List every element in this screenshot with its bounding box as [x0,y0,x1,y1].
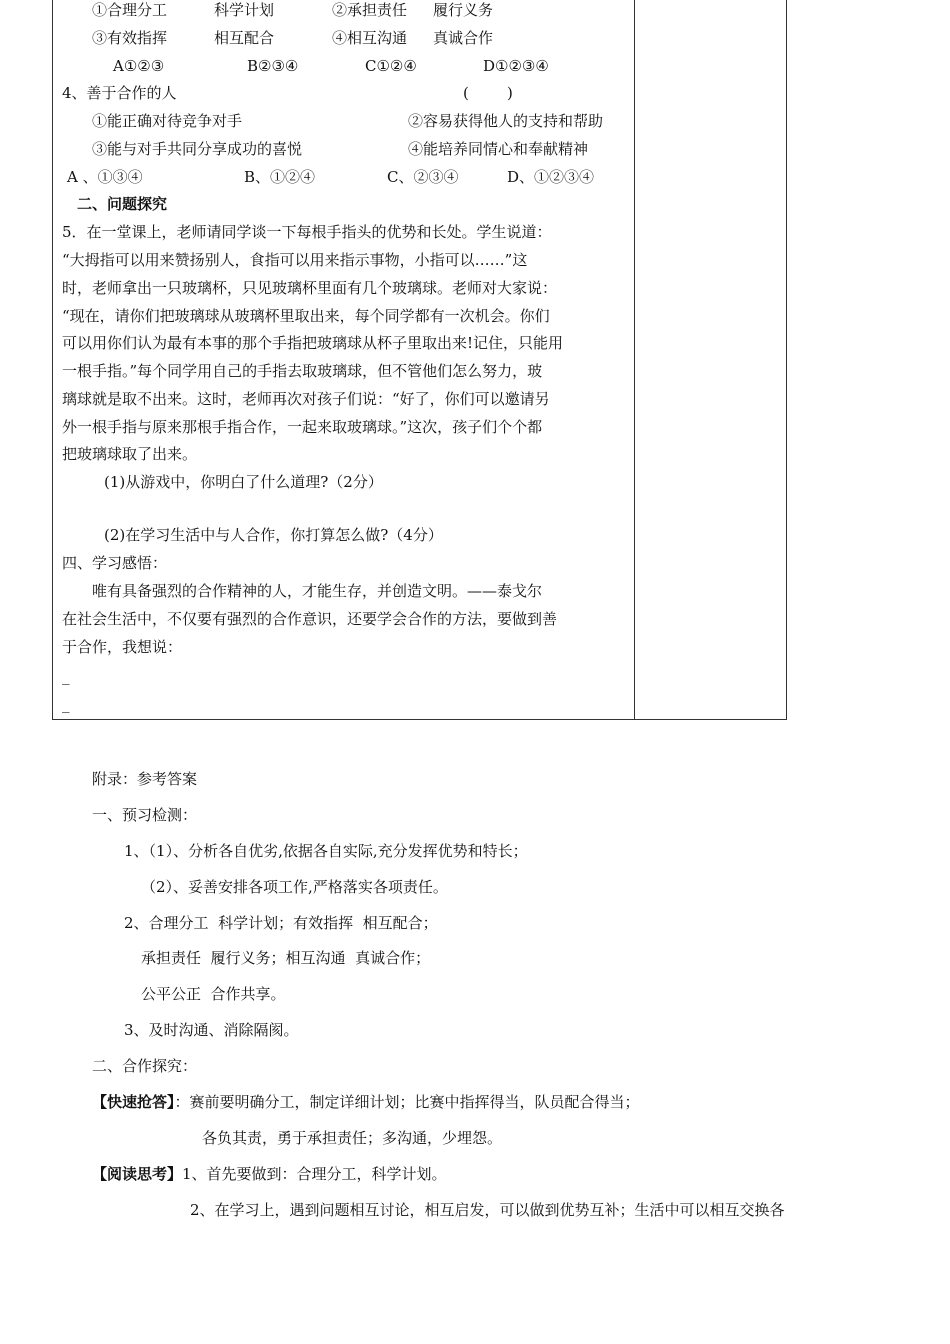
q4-option-3: ③能与对手共同分享成功的喜悦 [92,140,303,158]
reflection-line: 于合作，我想说： [62,638,183,656]
reading-think-text: 1、首先要做到：合理分工，科学计划。 [182,1165,447,1183]
q3-option-2: ②承担责任 [332,1,408,19]
q5-sub-question-2: (2)在学习生活中与人合作，你打算怎么做?（4分） [104,526,443,544]
q5-line: “大拇指可以用来赞扬别人，食指可以用来指示事物，小指可以……”这 [62,251,528,269]
section-4-title: 四、学习感悟： [62,554,168,572]
q4-choice-c: C、②③④ [387,168,459,186]
reading-think-label: 【阅读思考】 [92,1165,183,1183]
q5-line: “现在，请你们把玻璃球从玻璃杯里取出来，每个同学都有一次机会。你们 [62,307,550,325]
reflection-line: 在社会生活中，不仅要有强烈的合作意识，还要学会合作的方法，要做到善 [62,610,558,628]
appendix-title: 附录：参考答案 [92,770,198,788]
quick-answer-label: 【快速抢答】 [92,1093,175,1111]
q3-choice-d: D①②③④ [483,57,549,75]
q4-choice-a: A 、①③④ [67,168,143,186]
q4-option-1: ①能正确对待竞争对手 [92,112,243,130]
q5-line: 外一根手指与原来那根手指合作，一起来取玻璃球。”这次，孩子们个个都 [62,418,543,436]
q5-line: 可以用你们认为最有本事的那个手指把玻璃球从杯子里取出来!记住，只能用 [62,334,564,352]
q3-option-4b: 真诚合作 [433,29,494,47]
q3-option-4: ④相互沟通 [332,29,408,47]
answer-blank: _ [62,695,70,713]
q3-option-3: ③有效指挥 [92,29,168,47]
q4-stem: 4、善于合作的人 [62,84,177,102]
q5-line: 璃球就是取不出来。这时，老师再次对孩子们说：“好了，你们可以邀请另 [62,390,550,408]
answer-2-2: 承担责任 履行义务；相互沟通 真诚合作； [141,949,431,967]
q5-line: 5．在一堂课上，老师请同学谈一下每根手指头的优势和长处。学生说道： [62,223,552,241]
q4-choice-d: D、①②③④ [507,168,595,186]
q3-option-2b: 履行义务 [433,1,494,19]
q3-option-1: ①合理分工 [92,1,168,19]
answer-1-2: （2）、妥善安排各项工作,严格落实各项责任。 [141,878,448,896]
q4-answer-paren: ( ) [463,84,513,102]
table-column-divider [634,0,635,720]
q5-line: 时，老师拿出一只玻璃杯，只见玻璃杯里面有几个玻璃球。老师对大家说： [62,279,558,297]
quick-answer-text-2: 各负其责，勇于承担责任；多沟通，少埋怨。 [202,1129,503,1147]
reading-think-text-2: 2、在学习上，遇到问题相互讨论，相互启发，可以做到优势互补；生活中可以相互交换各 [190,1201,785,1219]
answer-3: 3、及时沟通、消除隔阂。 [124,1021,299,1039]
q3-choice-a: A①②③ [113,57,165,75]
answer-2-1: 2、合理分工 科学计划；有效指挥 相互配合； [124,914,438,932]
q5-line: 把玻璃球取了出来。 [62,445,198,463]
q3-option-1b: 科学计划 [214,1,275,19]
q3-choice-c: C①②④ [365,57,417,75]
q3-option-3b: 相互配合 [214,29,275,47]
quick-answer-row [92,1092,640,1112]
q5-sub-question-1: (1)从游戏中，你明白了什么道理?（2分） [104,473,383,491]
section-2-title: 二、问题探究 [77,195,168,213]
q5-line: 一根手指。”每个同学用自己的手指去取玻璃球，但不管他们怎么努力，玻 [62,362,543,380]
appendix-part-2-title: 二、合作探究： [92,1057,198,1075]
q4-option-2: ②容易获得他人的支持和帮助 [408,112,604,130]
appendix-part-1-title: 一、预习检测： [92,806,198,824]
answer-blank: _ [62,667,70,685]
q4-option-4: ④能培养同情心和奉献精神 [408,140,589,158]
answer-1-1: 1、（1）、分析各自优劣,依据各自实际,充分发挥优势和特长； [124,842,528,860]
q3-choice-b: B②③④ [247,57,299,75]
answer-2-3: 公平公正 合作共享。 [141,985,286,1003]
quick-answer-text: ：赛前要明确分工，制定详细计划；比赛中指挥得当，队员配合得当； [174,1093,640,1111]
reading-think-row [92,1164,447,1184]
q4-choice-b: B、①②④ [244,168,316,186]
quote: 唯有具备强烈的合作精神的人，才能生存，并创造文明。——泰戈尔 [92,582,543,600]
